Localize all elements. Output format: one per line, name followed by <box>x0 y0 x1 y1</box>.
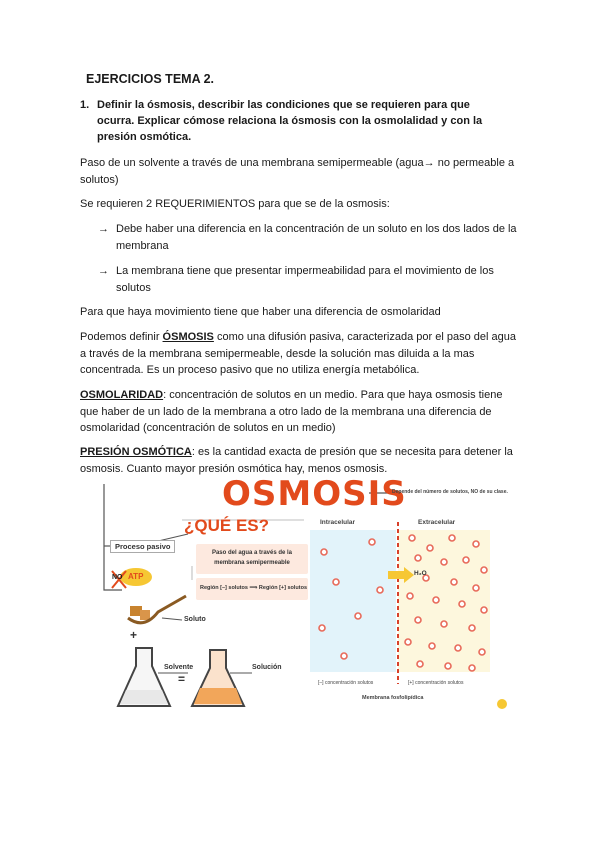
question-text: Definir la ósmosis, describir las condiciones que se requieren para que ocurra. Explicar cómose relaciona la ósmosis con la osmolalidad y con la presión osmótica. <box>97 99 483 143</box>
question-1 <box>80 97 510 145</box>
osmosis-infographic <box>92 474 516 720</box>
paragraph-osmolarity-difference: Para que haya movimiento tiene que haber una diferencia de osmolaridad <box>80 306 441 318</box>
water-label: H₂O <box>414 570 427 577</box>
que-es-heading: ¿QUÉ ES? <box>184 516 270 535</box>
no-label: NO <box>112 574 123 581</box>
region-label: Región [–] solutos ⟹ Región [+] solutos <box>200 585 308 591</box>
membrane-label: Membrana fosfolipídica <box>362 695 424 701</box>
page-title: EJERCICIOS TEMA 2. <box>86 72 215 86</box>
text-post: : es la cantidad exacta de presión que se necesita para detener la osmosis. Cuanto mayor presión osmótica hay, menos osmosis. <box>80 446 513 475</box>
definition-label: Paso del agua a través de la membrana semipermeable <box>211 550 293 566</box>
term-osmosis: ÓSMOSIS <box>162 331 214 343</box>
paragraph-osmolaridad <box>80 387 520 437</box>
paragraph-requirements: Se requieren 2 REQUERIMIENTOS para que se de la osmosis: <box>80 198 390 210</box>
sugar-cube-icon <box>140 610 150 620</box>
flask-liquid-orange <box>194 688 242 704</box>
arrow-icon: → <box>98 265 109 277</box>
infographic-note: Depende del número de solutos, NO de su clase. <box>392 489 508 495</box>
text-post: : concentración de solutos en un medio. Para que haya osmosis tiene que haber de un lado de la membrana a otro lado de la membrana una diferencia de osmolaridad (concentración de solutos en un medio) <box>80 389 503 434</box>
solute-label: Soluto <box>184 616 206 623</box>
bullet-text: La membrana tiene que presentar impermeabilidad para el movimiento de los solutos <box>116 265 494 294</box>
text-pre: Podemos definir <box>80 331 163 343</box>
low-concentration-label: [–] concentración solutos <box>318 680 374 686</box>
solvent-label: Solvente <box>164 664 194 671</box>
paragraph-osmosis-definition <box>80 329 520 379</box>
arrow-icon: → <box>98 223 109 235</box>
term-presion-osmotica: PRESIÓN OSMÓTICA <box>80 446 192 458</box>
paragraph-presion-osmotica <box>80 444 520 477</box>
bullet-item-1 <box>98 221 518 254</box>
equals-sign: = <box>178 672 186 686</box>
extracellular-label: Extracelular <box>418 519 456 526</box>
bullet-text: Debe haber una diferencia en la concentración de un soluto en los dos lados de la membrana <box>116 223 517 252</box>
paragraph-definition: Paso de un solvente a través de una membrana semipermeable (agua→ no permeable a solutos) <box>80 157 515 186</box>
lightbulb-icon <box>497 699 507 709</box>
text-post: como una difusión pasiva, caracterizada por el paso del agua a través de la membrana semipermeable, desde la solución mas diluida a la mas concentrada. Es un proceso pasivo que no utiliza energía metabólica. <box>80 331 516 376</box>
high-concentration-label: [+] concentración solutos <box>408 680 464 686</box>
solute-arrow <box>162 618 182 620</box>
atp-label: ATP <box>128 572 144 581</box>
term-osmolaridad: OSMOLARIDAD <box>80 389 164 401</box>
flask-liquid <box>120 690 168 704</box>
water-arrow-body <box>388 571 404 579</box>
solution-label: Solución <box>252 664 282 671</box>
question-number: 1. <box>80 99 90 111</box>
bullet-item-2 <box>98 263 518 296</box>
passive-process-label: Proceso pasivo <box>110 540 175 553</box>
plus-sign: + <box>130 628 138 642</box>
infographic-heading: OSMOSIS <box>222 474 407 514</box>
intracellular-label: Intracelular <box>320 519 356 526</box>
extracellular-panel <box>398 530 490 672</box>
